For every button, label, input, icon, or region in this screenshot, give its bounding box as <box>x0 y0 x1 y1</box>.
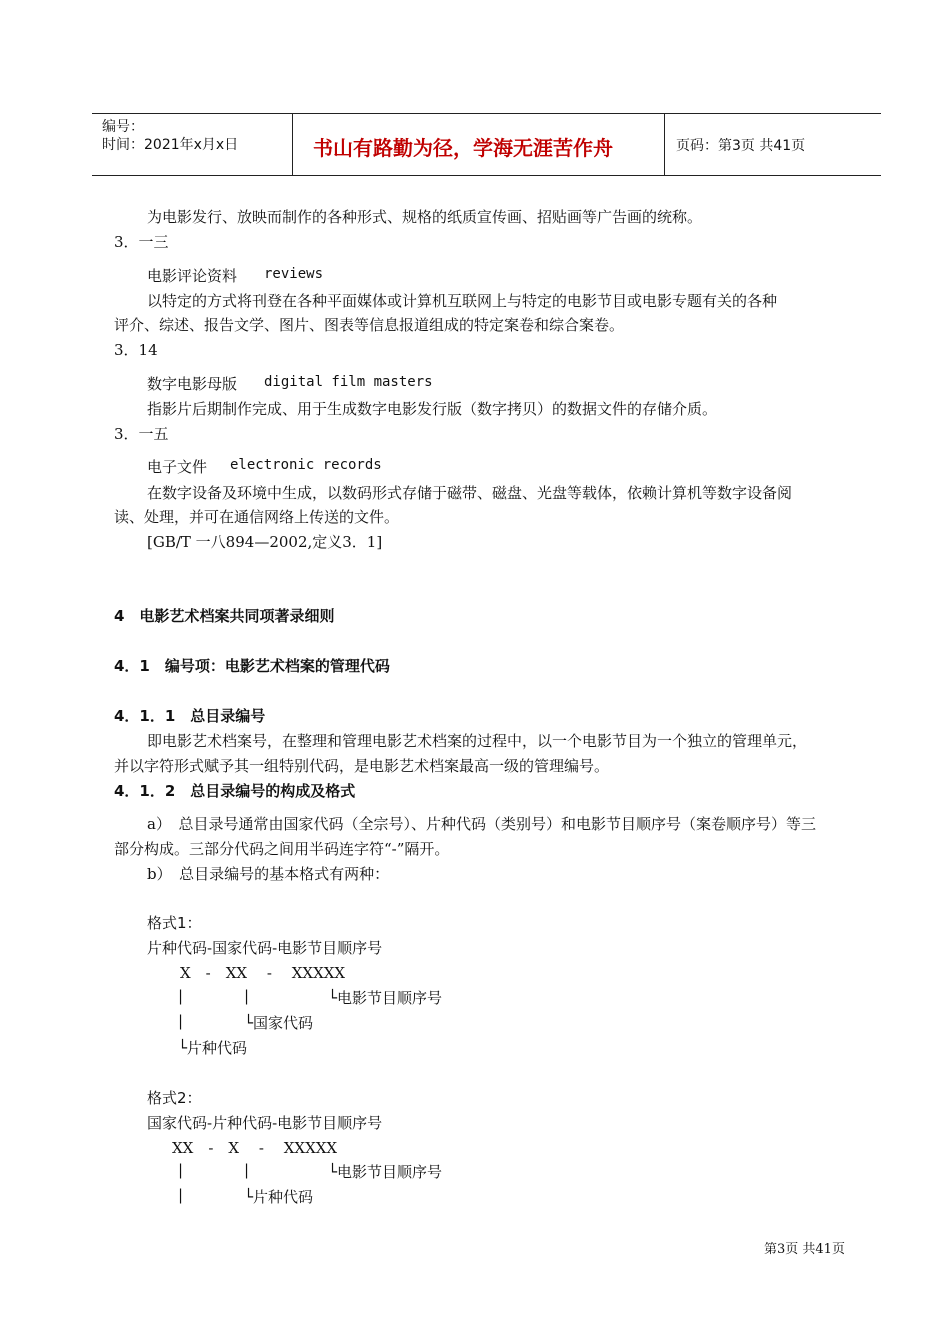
list-item: b） 总目录编号的基本格式有两种： <box>147 865 390 883</box>
paragraph-line: 为电影发行、放映而制作的各种形式、规格的纸质宣传画、招贴画等广告画的统称。 <box>147 208 703 226</box>
tree-bar: | <box>178 1186 184 1204</box>
section-heading: 4．1．1 总目录编号 <box>114 707 266 725</box>
paragraph-line: 读、处理，并可在通信网络上传送的文件。 <box>114 508 400 526</box>
paragraph-line: 即电影艺术档案号，在整理和管理电影艺术档案的过程中，以一个电影节目为一个独立的管理单元， <box>147 732 808 750</box>
format-pattern: X - XX - XXXXX <box>180 964 346 982</box>
tree-bar: | <box>244 987 250 1005</box>
tree-bar: | <box>178 1012 184 1030</box>
tree-bar: | <box>244 1161 250 1179</box>
term-english: digital film masters <box>264 374 433 390</box>
header-divider-left <box>292 114 293 175</box>
format-description: 片种代码-国家代码-电影节目顺序号 <box>147 939 383 957</box>
term-heading: 电子文件 <box>147 458 208 476</box>
paragraph-line: 并以字符形式赋予其一组特别代码，是电影艺术档案最高一级的管理编号。 <box>114 757 610 775</box>
tree-branch: └片种代码 <box>244 1188 314 1206</box>
paragraph-line: 评介、综述、报告文学、图片、图表等信息报道组成的特定案卷和综合案卷。 <box>114 316 625 334</box>
paragraph-line: 以特定的方式将刊登在各种平面媒体或计算机互联网上与特定的电影节目或电影专题有关的各种 <box>147 292 778 310</box>
page-label: 页码：第3页 共41页 <box>676 138 806 154</box>
reference-citation: [GB/T 一八894—2002,定义3．1] <box>147 533 383 551</box>
paragraph-line: 指影片后期制作完成、用于生成数字电影发行版（数字拷贝）的数据文件的存储介质。 <box>147 400 718 418</box>
term-english: electronic records <box>230 457 382 473</box>
tree-branch: └电影节目顺序号 <box>328 989 443 1007</box>
clause-number: 3．一五 <box>114 425 169 443</box>
clause-number: 3．一三 <box>114 233 169 251</box>
header-divider-right <box>664 114 665 175</box>
term-heading: 电影评论资料 <box>147 267 238 285</box>
section-heading: 4．1．2 总目录编号的构成及格式 <box>114 782 356 800</box>
paragraph-line: 部分构成。三部分代码之间用半码连字符“-”隔开。 <box>114 840 450 858</box>
paragraph-line: 在数字设备及环境中生成，以数码形式存储于磁带、磁盘、光盘等载体，依赖计算机等数字设备阅 <box>147 484 793 502</box>
tree-branch: └国家代码 <box>244 1014 314 1032</box>
format-description: 国家代码-片种代码-电影节目顺序号 <box>147 1114 383 1132</box>
clause-number: 3．14 <box>114 341 158 359</box>
section-heading: 4 电影艺术档案共同项著录细则 <box>114 607 335 625</box>
header-motto: 书山有路勤为径，学海无涯苦作舟 <box>313 136 613 160</box>
format-title: 格式2： <box>147 1089 202 1107</box>
time-label: 时间：2021年x月x日 <box>102 137 239 153</box>
page-footer: 第3页 共41页 <box>764 1242 845 1257</box>
document-header <box>92 113 881 176</box>
tree-branch: └电影节目顺序号 <box>328 1163 443 1181</box>
list-item: a） 总目录号通常由国家代码（全宗号）、片种代码（类别号）和电影节目顺序号（案卷顺序号）等三 <box>147 815 816 833</box>
tree-branch: └片种代码 <box>178 1039 248 1057</box>
term-heading: 数字电影母版 <box>147 375 238 393</box>
number-label: 编号： <box>102 119 144 135</box>
tree-bar: | <box>178 1161 184 1179</box>
format-title: 格式1： <box>147 914 202 932</box>
term-english: reviews <box>264 266 324 282</box>
tree-bar: | <box>178 987 184 1005</box>
format-pattern: XX - X - XXXXX <box>172 1139 338 1157</box>
section-heading: 4．1 编号项：电影艺术档案的管理代码 <box>114 657 390 675</box>
